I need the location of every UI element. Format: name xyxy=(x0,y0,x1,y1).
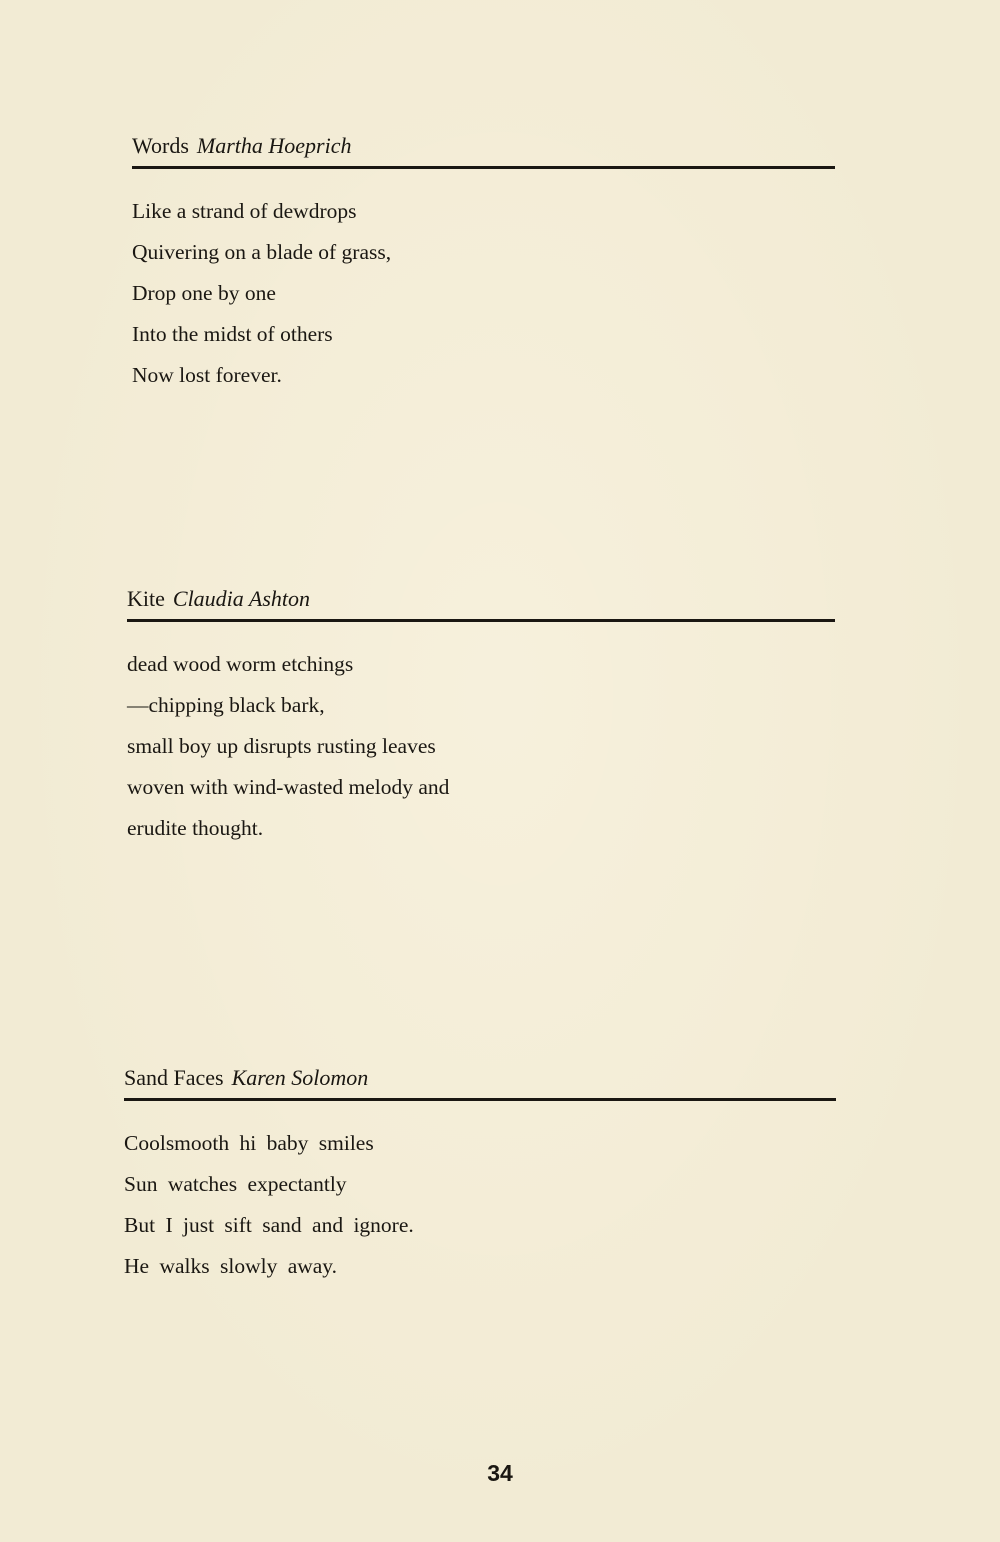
poem-author: Martha Hoeprich xyxy=(196,133,352,158)
poem-line: dead wood worm etchings xyxy=(127,652,354,676)
poem-lines xyxy=(132,191,835,396)
poem-line: Into the midst of others xyxy=(132,322,333,346)
poem-line: Drop one by one xyxy=(132,281,276,305)
poem-title: Words xyxy=(132,133,189,158)
poem-header xyxy=(127,585,835,613)
page-number: 34 xyxy=(487,1460,513,1486)
poem-line: Like a strand of dewdrops xyxy=(132,199,357,223)
poem-line: Coolsmooth hi baby smiles xyxy=(124,1131,374,1155)
poem-line: erudite thought. xyxy=(127,816,264,840)
title-rule xyxy=(124,1098,836,1101)
poem-title: Kite xyxy=(127,586,165,611)
poem-line: He walks slowly away. xyxy=(124,1254,338,1278)
poem-header xyxy=(132,132,835,160)
poem-kite xyxy=(127,585,835,849)
poem-line: Now lost forever. xyxy=(132,363,282,387)
poem-words xyxy=(132,132,835,396)
poem-line: —chipping black bark, xyxy=(127,693,325,717)
poem-sand-faces xyxy=(124,1064,836,1287)
poem-line: Quivering on a blade of grass, xyxy=(132,240,392,264)
poem-line: small boy up disrupts rusting leaves xyxy=(127,734,436,758)
title-rule xyxy=(132,166,835,169)
title-rule xyxy=(127,619,835,622)
poem-line: But I just sift sand and ignore. xyxy=(124,1213,414,1237)
poem-header xyxy=(124,1064,836,1092)
poem-line: Sun watches expectantly xyxy=(124,1172,347,1196)
poem-title: Sand Faces xyxy=(124,1065,224,1090)
poem-lines xyxy=(127,644,835,849)
poem-lines xyxy=(124,1123,836,1287)
poem-author: Karen Solomon xyxy=(231,1065,369,1090)
poem-line: woven with wind-wasted melody and xyxy=(127,775,450,799)
poem-author: Claudia Ashton xyxy=(172,586,311,611)
